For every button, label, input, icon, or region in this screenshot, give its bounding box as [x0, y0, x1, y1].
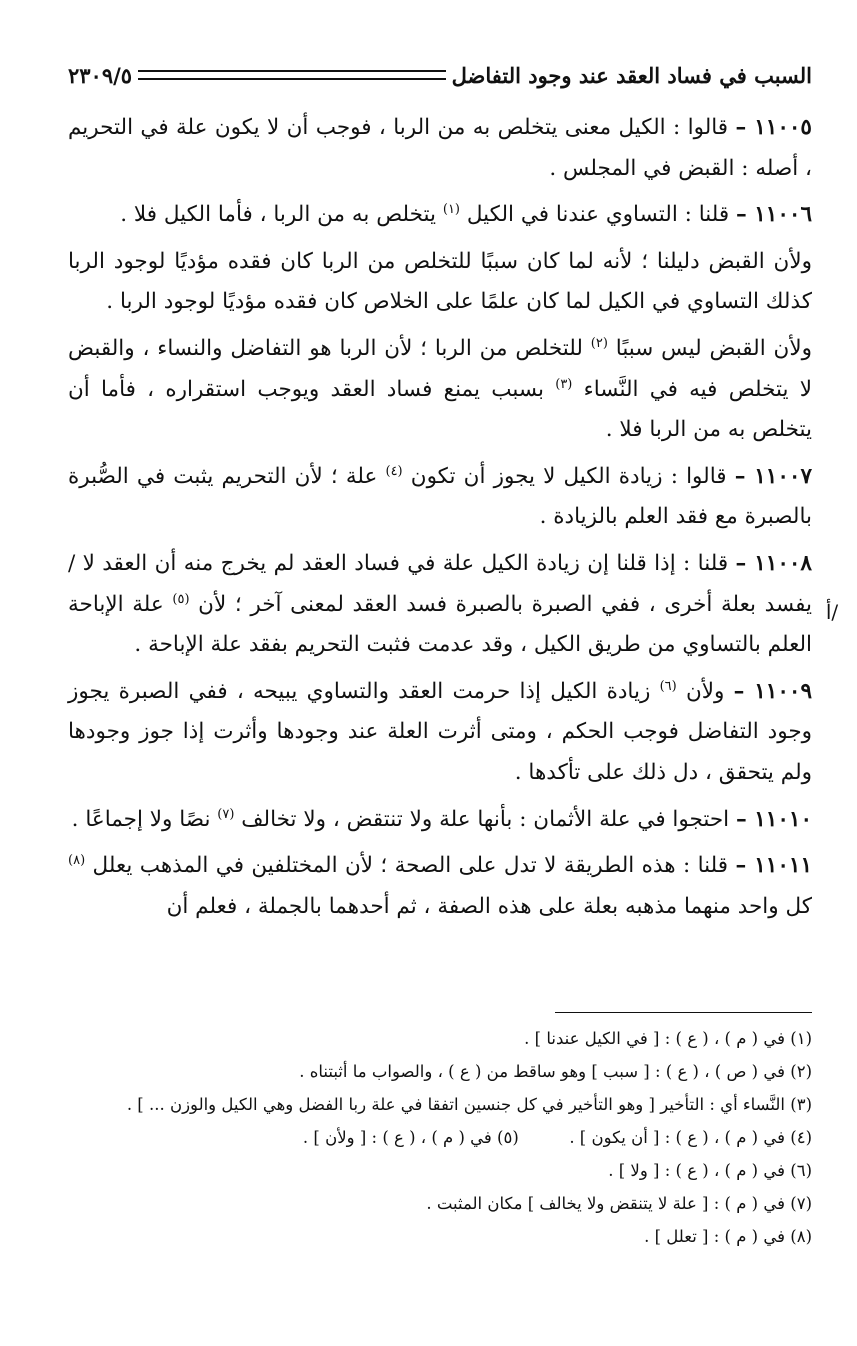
- footnote-ref: (٥): [172, 591, 190, 607]
- footnote-8: (٨) في ( م ) : [ تعلل ] .: [644, 1227, 812, 1246]
- paragraph-text: زيادة الكيل إذا حرمت العقد والتساوي يبيحه ، ففي الصبرة يجوز وجود التفاضل فوجب الحكم ، ومتى أثرت العلة عند وجودها وأثرت إذا جوز وجودها ولم يتحقق ، دل ذلك على تأكدها .: [68, 678, 812, 785]
- paragraph-text: ولأن القبض دليلنا ؛ لأنه لما كان سببًا للتخلص من الربا كان فقده مؤديًا لوجود الربا كذلك التساوي في الكيل لما كان علمًا على الخلاص كان فقده مؤديًا لوجود الربا .: [68, 248, 812, 315]
- footnote-2: (٢) في ( ص ) ، ( ع ) : [ سبب ] وهو ساقط من ( ع ) ، والصواب ما أثبتناه .: [299, 1062, 812, 1081]
- paragraph-number: ١١٠٠٦ –: [736, 202, 812, 228]
- paragraph-number: ١١٠٠٩ –: [733, 678, 812, 704]
- paragraph-number: ١١٠٠٥ –: [735, 115, 812, 140]
- margin-folio-note: /أ: [825, 600, 839, 624]
- paragraph-text: قلنا : إذا قلنا إن زيادة الكيل علة في فساد العقد لم يخرج منه أن العقد لا / يفسد بعلة أخرى ، ففي الصبرة بالصبرة فسد العقد لمعنى آخر ؛ لأن: [68, 550, 812, 617]
- paragraph-text: نصًا ولا إجماعًا .: [71, 806, 211, 832]
- paragraph-text: علة الإباحة العلم بالتساوي من طريق الكيل ، وقد عدمت فثبت التحريم بفقد علة الإباحة .: [68, 591, 812, 658]
- paragraph-11010: [68, 800, 812, 841]
- paragraph-text: بسبب يمنع فساد العقد ويوجب استقراره ، فأما أن يتخلص به من الربا فلا .: [68, 376, 812, 443]
- footnote-ref: (٤): [385, 463, 403, 479]
- paragraph-11011: [68, 846, 812, 927]
- footnote-ref: (١): [442, 202, 460, 218]
- paragraph-text: للتخلص من الربا ؛ لأن الربا هو التفاضل والنساء ، والقبض لا يتخلص فيه في النَّساء: [68, 335, 812, 402]
- footnote-3: (٣) النَّساء أي : التأخير [ وهو التأخير في كل جنسين اتفقا في علة ربا الفضل وهي الكيل والوزن ... ] .: [126, 1095, 812, 1114]
- page-number: ٢٣٠٩/٥: [68, 62, 133, 88]
- paragraph-text: قالوا : الكيل معنى يتخلص به من الربا ، فوجب أن لا يكون علة في التحريم ، أصله : القبض في المجلس .: [68, 115, 812, 181]
- running-title: السبب في فساد العقد عند وجود التفاضل: [451, 62, 812, 88]
- paragraph-text: قالوا : زيادة الكيل لا يجوز أن تكون: [410, 463, 727, 489]
- footnote-separator: [555, 1012, 812, 1013]
- paragraph-text: ولأن: [685, 678, 725, 704]
- footnote-4: (٤) في ( م ) ، ( ع ) : [ أن يكون ] .: [569, 1128, 812, 1147]
- paragraph-number: ١١٠١١ –: [735, 853, 812, 879]
- footnote-ref: (٧): [217, 806, 235, 822]
- paragraph-continuation: [68, 242, 812, 323]
- paragraph-11006: [68, 195, 812, 236]
- footnote-7: (٧) في ( م ) : [ علة لا يتنقض ولا يخالف ] مكان المثبت .: [426, 1194, 812, 1213]
- paragraph-text: قلنا : هذه الطريقة لا تدل على الصحة ؛ لأن المختلفين في المذهب يعلل: [92, 853, 729, 879]
- paragraph-11009: [68, 672, 812, 794]
- paragraph-number: ١١٠٠٨ –: [735, 550, 812, 576]
- paragraph-continuation: [68, 329, 812, 451]
- main-text: [68, 108, 812, 933]
- footnote-4-5-line: [68, 1121, 812, 1154]
- paragraph-number: ١١٠٠٧ –: [734, 463, 812, 489]
- paragraph-text: كل واحد منهما مذهبه بعلة على هذه الصفة ، ثم أحدهما بالجملة ، فعلم أن: [166, 893, 812, 919]
- footnote-ref: (٣): [555, 376, 573, 392]
- footnote-ref: (٨): [68, 852, 86, 868]
- paragraph-text: علة ؛ لأن التحريم يثبت في الصُّبرة بالصبرة مع فقد العلم بالزيادة .: [68, 463, 812, 530]
- footnote-ref: (٢): [590, 335, 608, 351]
- footnote-ref: (٦): [659, 678, 677, 694]
- page-header: [68, 58, 812, 92]
- paragraph-11007: [68, 457, 812, 538]
- footnotes: [68, 1022, 812, 1253]
- paragraph-11008: [68, 544, 812, 666]
- paragraph-number: ١١٠١٠ –: [736, 806, 812, 832]
- paragraph-text: احتجوا في علة الأثمان : بأنها علة ولا تنتقض ، ولا تخالف: [241, 806, 730, 832]
- footnote-1: (١) في ( م ) ، ( ع ) : [ في الكيل عندنا ] .: [524, 1029, 812, 1048]
- paragraph-text: يتخلص به من الربا ، فأما الكيل فلا .: [120, 202, 437, 228]
- footnote-6: (٦) في ( م ) ، ( ع ) : [ ولا ] .: [608, 1161, 812, 1180]
- header-rule: [138, 70, 446, 80]
- paragraph-text: قلنا : التساوي عندنا في الكيل: [466, 202, 730, 228]
- paragraph-11005: [68, 108, 812, 189]
- footnote-5: (٥) في ( م ) ، ( ع ) : [ ولأن ] .: [302, 1128, 519, 1147]
- paragraph-text: ولأن القبض ليس سببًا: [615, 335, 812, 361]
